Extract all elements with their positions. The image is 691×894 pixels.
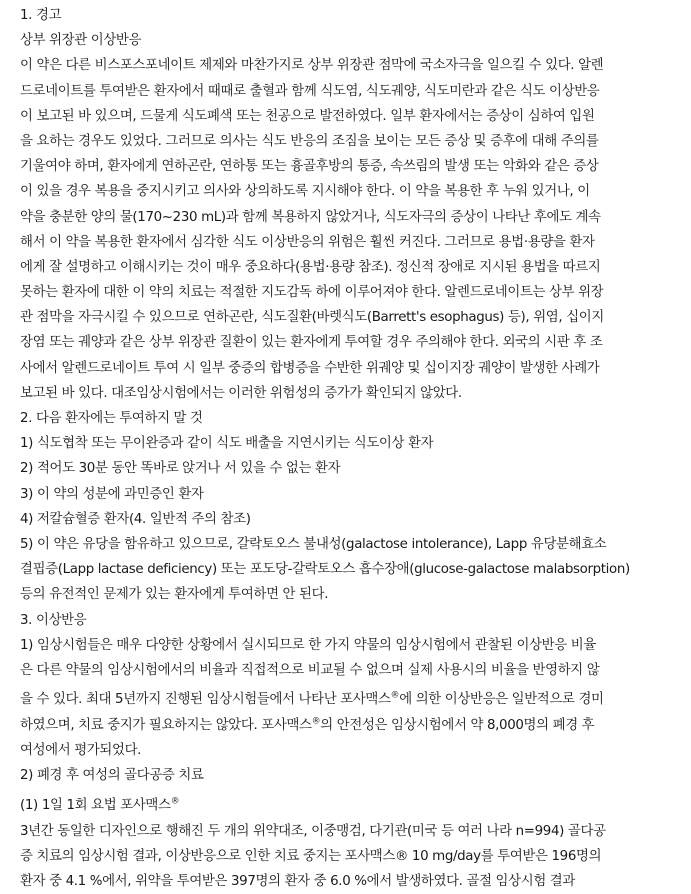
paragraph-line: 은 다른 약물의 임상시험에서의 비율과 직접적으로 비교될 수 없으며 실제 사용시의 비율을 반영하지 않 [20, 662, 600, 678]
paragraph-line: 이 보고된 바 있으며, 드물게 식도폐색 또는 천공으로 발전하였다. 일부 환자에서는 증상이 심하여 입원 [20, 108, 595, 124]
paragraph-line: 사에서 알렌드로네이트 투여 시 일부 중증의 합병증을 수반한 위궤양 및 십이지장 궤양이 발생한 사례가 [20, 360, 600, 376]
paragraph-line: 약을 충분한 양의 물(170~230 mL)과 함께 복용하지 않았거나, 식도자극의 증상이 나타난 후에도 계속 [20, 209, 601, 225]
paragraph-line: 해서 이 약을 복용한 환자에서 심각한 식도 이상반응의 위험은 훨씬 커진다. 그러므로 용법·용량을 환자 [20, 234, 595, 250]
paragraph-line: 을 요하는 경우도 있었다. 그러므로 의사는 식도 반응의 조짐을 보이는 모든 증상 및 증후에 대해 주의를 [20, 133, 599, 149]
paragraph-line: 못하는 환자에 대한 이 약의 치료는 적절한 지도감독 하에 이루어져야 한다. 알렌드로네이트는 상부 위장 [20, 285, 604, 301]
text-lines [20, 3, 683, 894]
paragraph-line: 이 있을 경우 복용을 중지시키고 의사와 상의하도록 지시해야 한다. 이 약을 복용한 후 누워 있거나, 이 [20, 184, 590, 200]
paragraph-line: 하였으며, 치료 중지가 필요하지는 않았다. 포사맥스®의 안전성은 임상시험에서 약 8,000명의 폐경 후 [20, 716, 595, 734]
list-item: 등의 유전적인 문제가 있는 환자에게 투여하면 안 된다. [20, 587, 329, 603]
registered-mark: ® [390, 690, 400, 701]
section-heading: 2. 다음 환자에는 투여하지 말 것 [20, 411, 203, 426]
list-item: 5) 이 약은 유당을 함유하고 있으므로, 갈락토오스 불내성(galactose intolerance), Lapp 유당분해효소 [20, 536, 607, 552]
paragraph-line: 에게 잘 설명하고 이해시키는 것이 매우 중요하다(용법·용량 참조). 정신적 장애로 지시된 용법을 따르지 [20, 259, 601, 275]
paragraph-line: 보고된 바 있다. 대조임상시험에서는 이러한 위험성의 증가가 확인되지 않았다. [20, 385, 462, 401]
paragraph-line: 드로네이트를 투여받은 환자에서 때때로 출혈과 함께 식도염, 식도궤양, 식도미란과 같은 식도 이상반응 [20, 83, 600, 99]
list-item: 3) 이 약의 성분에 과민증인 환자 [20, 486, 204, 502]
paragraph-line: 이 약은 다른 비스포스포네이트 제제와 마찬가지로 상부 위장관 점막에 국소자극을 일으킬 수 있다. 알렌 [20, 58, 604, 74]
paragraph-line: 을 수 있다. 최대 5년까지 진행된 임상시험들에서 나타난 포사맥스®에 의한 이상반응은 일반적으로 경미 [20, 690, 604, 708]
registered-mark: ® [311, 716, 321, 727]
registered-mark: ® [170, 796, 180, 807]
subheading: (1) 1일 1회 요법 포사맥스® [20, 796, 180, 813]
paragraph-line: 관 점막을 자극시킬 수 있으므로 연하곤란, 식도질환(바렛식도(Barrett's esophagus) 등), 위염, 십이지 [20, 310, 604, 326]
subheading: 상부 위장관 이상반응 [20, 33, 142, 49]
paragraph-line: 증 치료의 임상시험 결과, 이상반응으로 인한 치료 중지는 포사맥스® 10 mg/day를 투여받은 196명의 [20, 848, 602, 864]
list-item: 1) 식도협착 또는 무이완증과 같이 식도 배출을 지연시키는 식도이상 환자 [20, 436, 434, 452]
paragraph-line: 여성에서 평가되었다. [20, 743, 142, 759]
paragraph-line: 장염 또는 궤양과 같은 상부 위장관 질환이 있는 환자에게 투여할 경우 주의해야 한다. 외국의 시판 후 조 [20, 335, 603, 351]
paragraph-line: 기울여야 하며, 환자에게 연하곤란, 연하통 또는 흉골후방의 통증, 속쓰림의 발생 또는 악화와 같은 증상 [20, 159, 599, 175]
section-heading: 3. 이상반응 [20, 612, 87, 628]
section-heading: 1. 경고 [20, 8, 62, 23]
list-item: 결핍증(Lapp lactase deficiency) 또는 포도당-갈락토오스 흡수장애(glucose-galactose malabsorption) [20, 562, 630, 578]
paragraph-line: 1) 임상시험들은 매우 다양한 상황에서 실시되므로 한 가지 약물의 임상시험에서 관찰된 이상반응 비율 [20, 637, 596, 653]
list-item: 4) 저칼슘혈증 환자(4. 일반적 주의 참조) [20, 511, 251, 527]
list-item: 2) 적어도 30분 동안 똑바로 앉거나 서 있을 수 없는 환자 [20, 461, 341, 477]
paragraph-line: 환자 중 4.1 %에서, 위약을 투여받은 397명의 환자 중 6.0 %에서 발생하였다. 골절 임상시험 결과 [20, 874, 575, 889]
paragraph-line: 3년간 동일한 디자인으로 행해진 두 개의 위약대조, 이중맹검, 다기관(미국 등 여러 나라 n=994) 골다공 [20, 823, 606, 839]
subheading: 2) 폐경 후 여성의 골다공증 치료 [20, 768, 204, 784]
